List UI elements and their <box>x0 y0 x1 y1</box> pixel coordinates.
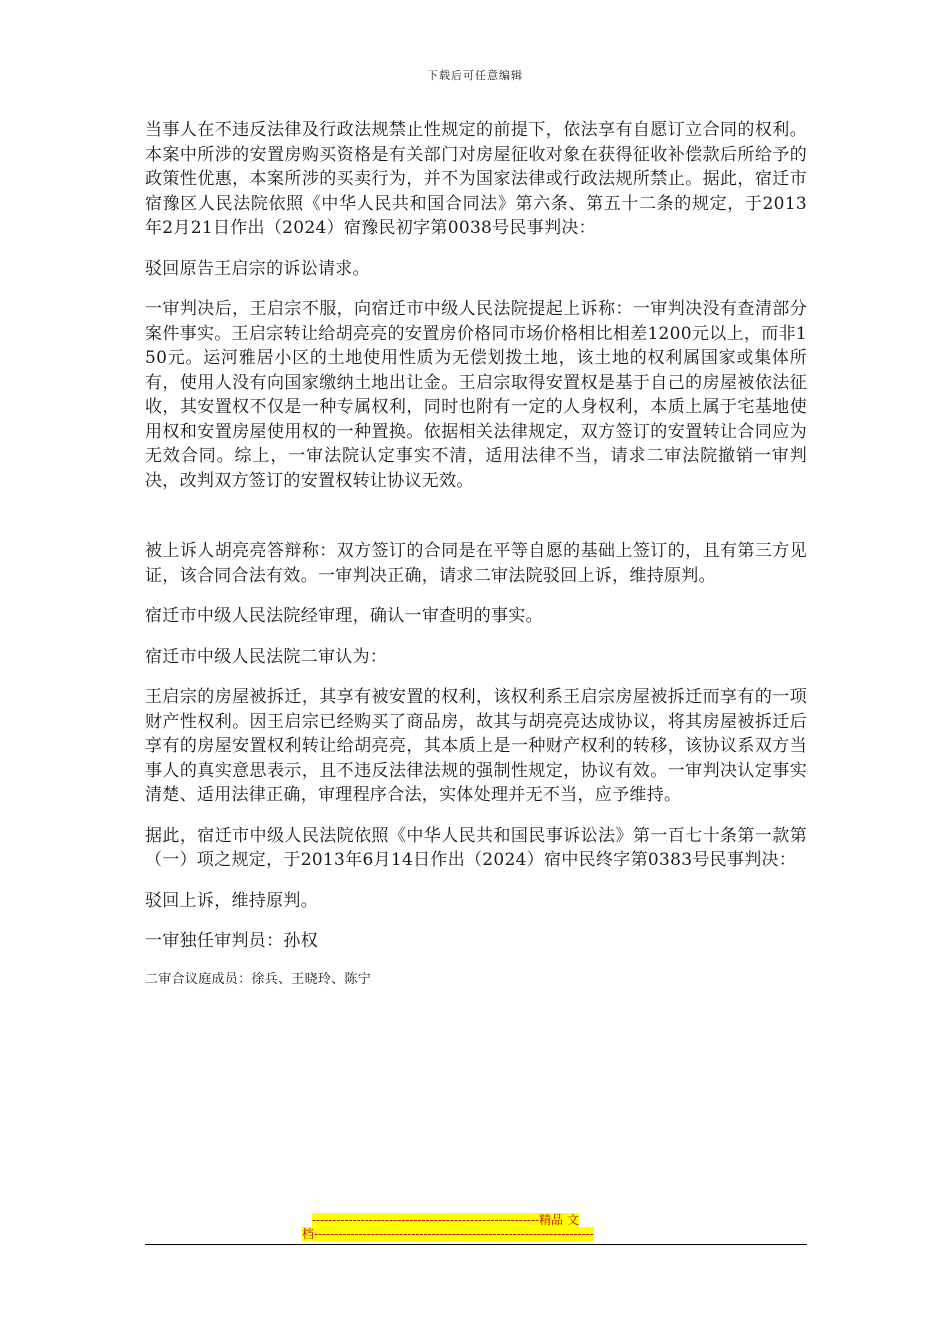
footer-mark-line2: 档--------------------------------------------------------------------- <box>302 1227 594 1241</box>
footer-watermark <box>302 1213 642 1241</box>
second-instance-panel: 二审合议庭成员：徐兵、王晓玲、陈宁 <box>145 971 372 987</box>
first-instance-judge: 一审独任审判员：孙权 <box>145 931 318 951</box>
paragraph-final-ruling: 驳回上诉，维持原判。 <box>145 890 318 911</box>
paragraph-second-instance-basis: 据此，宿迁市中级人民法院依照《中华人民共和国民事诉讼法》第一百七十条第一款第（一）项之规定，于2013年6月14日作出（2024）宿中民终字第0383号民事判决： <box>145 825 807 870</box>
document-body <box>145 118 807 1008</box>
paragraph-trial-confirmation: 宿迁市中级人民法院经审理，确认一审查明的事实。 <box>145 606 543 626</box>
paragraph-first-instance-ruling: 驳回原告王启宗的诉讼请求。 <box>145 258 370 279</box>
footer-mark-line1: --------------------------------------------------------精品 文 <box>312 1213 579 1227</box>
header-note: 下载后可任意编辑 <box>427 69 523 82</box>
paragraph-appeal: 一审判决后，王启宗不服，向宿迁市中级人民法院提起上诉称：一审判决没有查清部分案件事实。王启宗转让给胡亮亮的安置房价格同市场价格相比相差1200元以上，而非150元。运河雅居小区的土地使用性质为无偿划拨土地，该土地的权利属国家或集体所有，使用人没有向国家缴纳土地出让金。王启宗取得安置权是基于自己的房屋被依法征收，其安置权不仅是一种专属权利，同时也附有一定的人身权利，本质上属于宅基地使用权和安置房屋使用权的一种置换。依据相关法律规定，双方签订的安置转让合同应为无效合同。综上，一审法院认定事实不清，适用法律不当，请求二审法院撤销一审判决，改判双方签订的安置权转让协议无效。 <box>145 299 807 491</box>
paragraph-appellee-defense: 被上诉人胡亮亮答辩称：双方签订的合同是在平等自愿的基础上签订的，且有第三方见证，该合同合法有效。一审判决正确，请求二审法院驳回上诉，维持原判。 <box>145 541 807 586</box>
paragraph-second-instance-heading: 宿迁市中级人民法院二审认为： <box>145 646 388 667</box>
paragraph-first-instance-reasoning: 当事人在不违反法律及行政法规禁止性规定的前提下，依法享有自愿订立合同的权利。本案中所涉的安置房购买资格是有关部门对房屋征收对象在获得征收补偿款后所给予的政策性优惠，本案所涉的买卖行为，并不为国家法律或行政法规所禁止。据此，宿迁市宿豫区人民法院依照《中华人民共和国合同法》第六条、第五十二条的规定，于2013年2月21日作出（2024）宿豫民初字第0038号民事判决： <box>145 120 807 238</box>
paragraph-second-instance-reasoning: 王启宗的房屋被拆迁，其享有被安置的权利，该权利系王启宗房屋被拆迁而享有的一项财产性权利。因王启宗已经购买了商品房，故其与胡亮亮达成协议，将其房屋被拆迁后享有的房屋安置权利转让给胡亮亮，其本质上是一种财产权利的转移，该协议系双方当事人的真实意思表示，且不违反法律法规的强制性规定，协议有效。一审判决认定事实清楚、适用法律正确，审理程序合法，实体处理并无不当，应予维持。 <box>145 687 807 805</box>
footer-rule <box>145 1244 807 1245</box>
